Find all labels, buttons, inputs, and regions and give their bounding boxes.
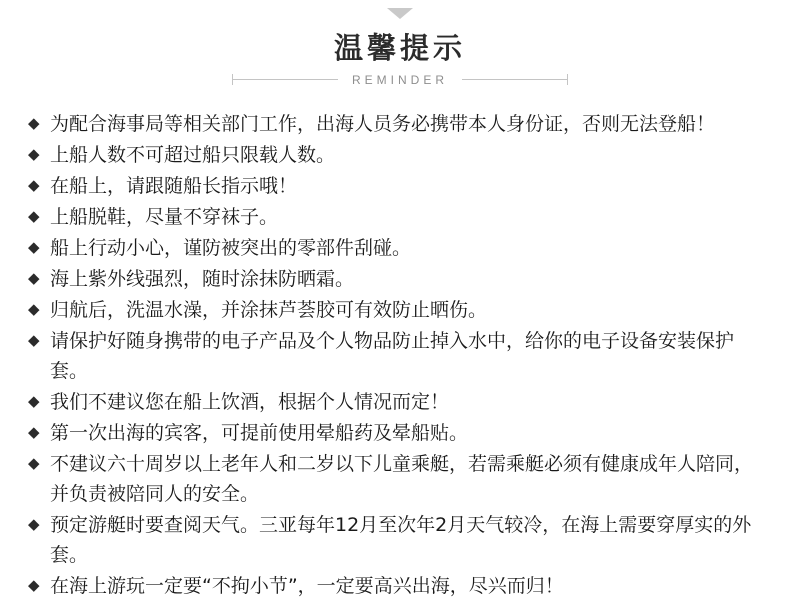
list-item-text: 我们不建议您在船上饮酒，根据个人情况而定！ [50, 390, 450, 413]
list-item [28, 140, 770, 170]
diamond-bullet-icon: ◆ [28, 423, 40, 441]
list-item [28, 387, 770, 417]
diamond-bullet-icon: ◆ [28, 114, 40, 132]
triangle-down-icon [387, 8, 413, 19]
subtitle-divider-row [232, 73, 568, 87]
page-title: 温馨提示 [333, 31, 466, 65]
list-item-text: 预定游艇时要查阅天气。三亚每年12月至次年2月天气较冷，在海上需要穿厚实的外套。 [50, 513, 752, 566]
diamond-bullet-icon: ◆ [28, 454, 40, 472]
list-item-text: 海上紫外线强烈，随时涂抹防晒霜。 [50, 267, 355, 290]
list-item [28, 109, 770, 139]
list-item-text: 在海上游玩一定要“不拘小节”，一定要高兴出海，尽兴而归！ [50, 574, 564, 597]
divider-left [232, 79, 338, 80]
list-item [28, 326, 770, 386]
list-item-text: 在船上，请跟随船长指示哦！ [50, 174, 298, 197]
list-item [28, 171, 770, 201]
diamond-bullet-icon: ◆ [28, 331, 40, 349]
diamond-bullet-icon: ◆ [28, 269, 40, 287]
diamond-bullet-icon: ◆ [28, 145, 40, 163]
list-item-text: 上船脱鞋，尽量不穿袜子。 [50, 205, 279, 228]
list-item [28, 264, 770, 294]
list-item-text: 第一次出海的宾客，可提前使用晕船药及晕船贴。 [50, 421, 469, 444]
diamond-bullet-icon: ◆ [28, 300, 40, 318]
list-item-text: 上船人数不可超过船只限载人数。 [50, 143, 336, 166]
diamond-bullet-icon: ◆ [28, 238, 40, 256]
list-item [28, 418, 770, 448]
list-item [28, 571, 770, 601]
diamond-bullet-icon: ◆ [28, 392, 40, 410]
list-item-text: 船上行动小心，谨防被突出的零部件刮碰。 [50, 236, 412, 259]
page-header [0, 0, 800, 87]
list-item-text: 请保护好随身携带的电子产品及个人物品防止掉入水中，给你的电子设备安装保护套。 [50, 329, 735, 382]
diamond-bullet-icon: ◆ [28, 576, 40, 594]
list-item-text: 不建议六十周岁以上老年人和二岁以下儿童乘艇，若需乘艇必须有健康成年人陪同，并负责被陪同人的安全。 [50, 452, 754, 505]
list-item [28, 202, 770, 232]
diamond-bullet-icon: ◆ [28, 176, 40, 194]
reminder-list [0, 109, 800, 601]
list-item-text: 归航后，洗温水澡，并涂抹芦荟胶可有效防止晒伤。 [50, 298, 488, 321]
page-subtitle: REMINDER [352, 72, 449, 87]
list-item [28, 233, 770, 263]
list-item [28, 510, 770, 570]
diamond-bullet-icon: ◆ [28, 207, 40, 225]
list-item [28, 449, 770, 509]
list-item-text: 为配合海事局等相关部门工作，出海人员务必携带本人身份证，否则无法登船！ [50, 112, 716, 135]
list-item [28, 295, 770, 325]
diamond-bullet-icon: ◆ [28, 515, 40, 533]
divider-right [462, 79, 568, 80]
